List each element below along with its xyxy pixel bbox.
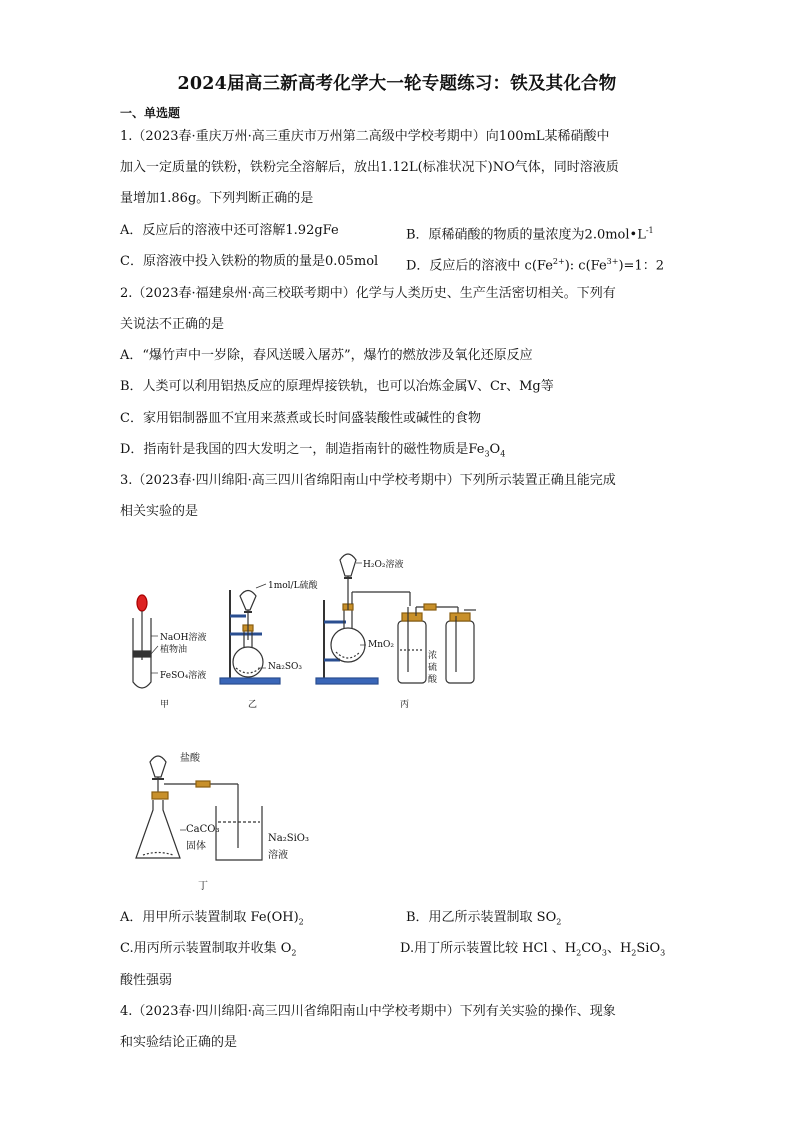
- beaker: [216, 806, 262, 860]
- bing-label-acid-2: 硫: [428, 663, 438, 673]
- apparatus-jia: [133, 595, 158, 688]
- q2-stem-line-1: 2.（2023春·福建泉州·高三校联考期中）化学与人类历史、生产生活密切相关。下列有: [120, 286, 616, 301]
- q3-option-c: C.用丙所示装置制取并收集 $O_2$: [120, 941, 297, 958]
- q4-stem-line-2: 和实验结论正确的是: [120, 1035, 238, 1050]
- yi-label-na2so3: Na₂SO₃: [268, 662, 303, 672]
- q1-stem-line-2: 加入一定质量的铁粉，铁粉完全溶解后，放出1.12L(标准状况下)NO气体，同时溶液质: [120, 160, 619, 175]
- q1-stem-line-3: 量增加1.86g。下列判断正确的是: [120, 191, 314, 206]
- q3-option-d-line-2: 酸性强弱: [120, 973, 173, 988]
- q4-stem-line-1: 4.（2023春·四川绵阳·高三四川省绵阳南山中学校考期中）下列有关实验的操作、现象: [120, 1004, 616, 1019]
- ding-label-hcl: 盐酸: [180, 753, 200, 764]
- jia-label-naoh: NaOH溶液: [160, 633, 207, 643]
- q3-option-b: B．用乙所示装置制取 $SO_2$: [406, 910, 562, 927]
- bing-label-acid-1: 浓: [428, 651, 438, 661]
- q3-stem-line-1: 3.（2023春·四川绵阳·高三四川省绵阳南山中学校考期中）下列所示装置正确且能完成: [120, 473, 616, 488]
- apparatus-bing: [316, 554, 476, 684]
- separatory-funnel: [150, 756, 166, 777]
- section-heading: 一、单选题: [120, 106, 181, 120]
- jia-label-feso4: FeSO₄溶液: [160, 671, 207, 681]
- ding-caption: 丁: [198, 881, 208, 892]
- q2-option-c: C．家用铝制器皿不宜用来蒸煮或长时间盛装酸性或碱性的食物: [120, 411, 481, 426]
- q2-option-b: B．人类可以利用铝热反应的原理焊接铁轨，也可以冶炼金属V、Cr、Mg等: [120, 379, 554, 394]
- gas-bottle-2: [446, 621, 474, 683]
- q1-option-a: A．反应后的溶液中还可溶解1.92gFe: [120, 223, 339, 238]
- q1-option-d: D．反应后的溶液中 $c(Fe^{2+})$: $c(Fe^{3+})=1$：2: [406, 257, 664, 274]
- stopper: [152, 792, 168, 799]
- stand-base: [220, 678, 280, 684]
- document-title: 2024届高三新高考化学大一轮专题练习：铁及其化合物: [177, 74, 617, 94]
- q1-option-b: B．原稀硝酸的物质的量浓度为$2.0mol•L^{-1}$: [406, 226, 654, 243]
- bing-caption: 丙: [400, 700, 410, 710]
- q1-option-c: C．原溶液中投入铁粉的物质的量是0.05mol: [120, 254, 379, 269]
- q3-option-a: A．用甲所示装置制取 $Fe(OH)_2$: [120, 910, 304, 927]
- dropper-bulb-icon: [137, 595, 147, 611]
- ding-label-solid: 固体: [186, 841, 206, 852]
- yi-caption: 乙: [248, 700, 258, 710]
- ding-label-caco3: CaCO₃: [186, 824, 220, 835]
- q2-stem-line-2: 关说法不正确的是: [120, 317, 225, 332]
- jia-label-oil: 植物油: [160, 645, 188, 655]
- separatory-funnel: [340, 554, 356, 576]
- jia-caption: 甲: [160, 700, 170, 710]
- bing-label-acid-3: 酸: [428, 675, 438, 685]
- round-flask: [331, 628, 365, 662]
- q1-stem-line-1: 1.（2023春·重庆万州·高三重庆市万州第二高级中学校考期中）向100mL某稀硝酸中: [120, 129, 610, 144]
- bing-label-mno2: MnO₂: [368, 640, 394, 650]
- conical-flask: [136, 800, 180, 858]
- q2-option-a: A．“爆竹声中一岁除，春风送暖入屠苏”，爆竹的燃放涉及氧化还原反应: [120, 348, 533, 363]
- ding-label-solution: 溶液: [268, 850, 288, 861]
- oil-layer: [133, 651, 151, 657]
- yi-label-acid: 1mol/L硫酸: [268, 581, 318, 591]
- ding-label-na2sio3: Na₂SiO₃: [268, 833, 309, 844]
- bing-label-h2o2: H₂O₂溶液: [363, 560, 404, 570]
- q3-option-d: D.用丁所示装置比较 HCl 、$H_2CO_3$、$H_2SiO_3$: [400, 941, 666, 958]
- q2-option-d: D．指南针是我国的四大发明之一，制造指南针的磁性物质是$Fe_3O_4$: [120, 442, 506, 459]
- separatory-funnel: [240, 591, 256, 611]
- stand-base: [316, 678, 378, 684]
- gas-bottle-1: [398, 621, 426, 683]
- q3-stem-line-2: 相关实验的是: [120, 504, 199, 519]
